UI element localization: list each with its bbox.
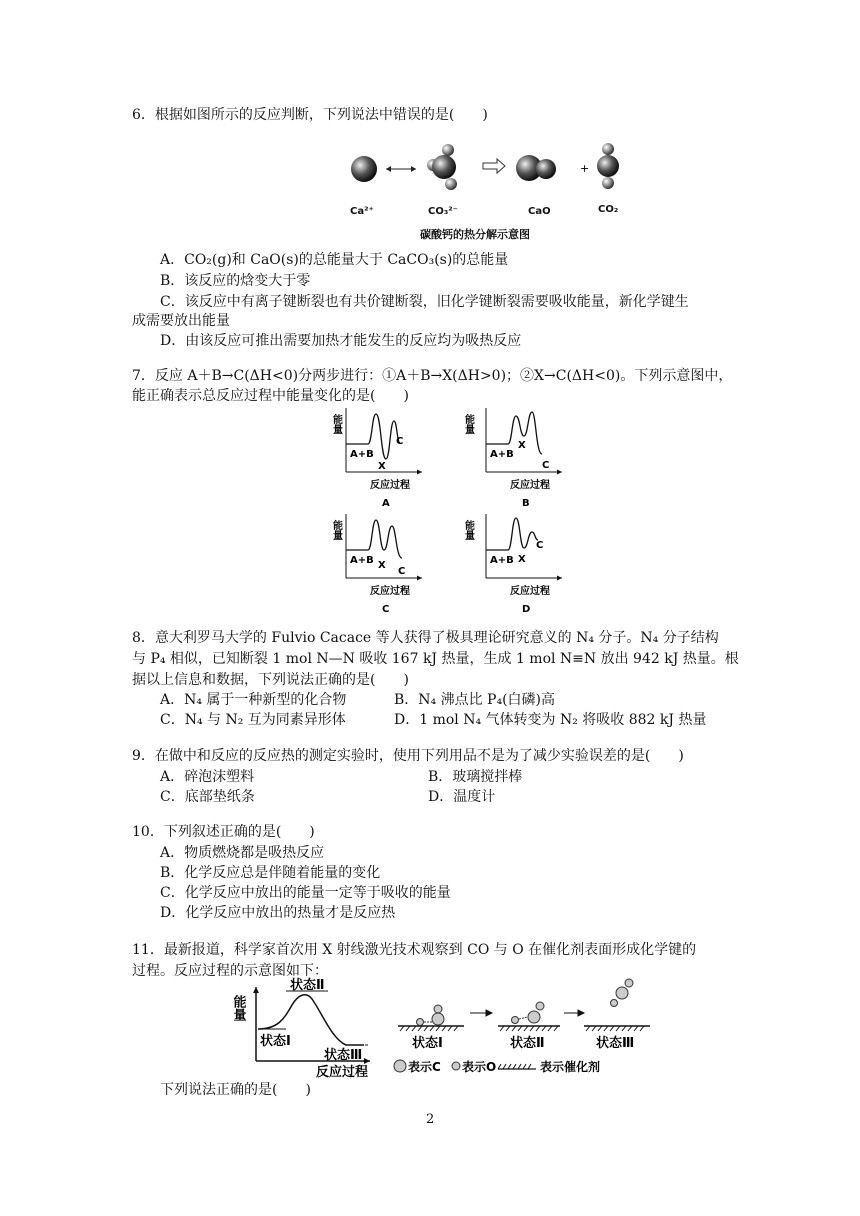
- arrow-1-icon: [470, 1010, 492, 1016]
- svg-text:A+B: A+B: [350, 449, 374, 460]
- q6-option-d: D．由该反应可推出需要加热才能发生的反应均为吸热反应: [160, 333, 522, 349]
- q10-option-b: B．化学反应总是伴随着能量的变化: [160, 865, 381, 881]
- svg-text:能量: 能量: [462, 520, 474, 540]
- q7-stem-1: 7．反应 A＋B→C(ΔH<0)分两步进行：①A＋B→X(ΔH>0)；②X→C(ΔH<0)。下列示意图中，: [132, 368, 733, 384]
- svg-text:状态Ⅲ: 状态Ⅲ: [324, 1048, 363, 1063]
- panel-b: [463, 408, 563, 509]
- svg-text:A+B: A+B: [350, 555, 374, 566]
- co2-ball: [597, 155, 619, 177]
- svg-text:C: C: [542, 460, 550, 471]
- panel-a: [331, 408, 423, 509]
- q10-option-c: C．化学反应中放出的能量一定等于吸收的能量: [160, 885, 451, 901]
- svg-text:能量: 能量: [330, 414, 342, 434]
- svg-text:C: C: [382, 604, 390, 615]
- q7-figures: [330, 402, 590, 618]
- panel-c: [331, 514, 423, 615]
- figure-caption: 碳酸钙的热分解示意图: [420, 228, 530, 241]
- svg-text:反应过程: 反应过程: [510, 480, 550, 491]
- q9-option-d: D．温度计: [428, 789, 496, 805]
- svg-text:B: B: [522, 498, 530, 509]
- carbonate-ball: [432, 155, 456, 179]
- state-2-surface: [498, 1002, 560, 1051]
- svg-text:+: +: [580, 162, 590, 175]
- oxygen-legend-icon: [452, 1062, 460, 1070]
- svg-text:反应过程: 反应过程: [510, 586, 550, 597]
- svg-text:A: A: [382, 498, 390, 509]
- legend: [394, 1059, 600, 1074]
- svg-text:状态Ⅰ: 状态Ⅰ: [260, 1034, 291, 1049]
- q10-option-a: A．物质燃烧都是吸热反应: [160, 845, 325, 861]
- q8-option-a: A．N₄ 属于一种新型的化合物: [160, 692, 347, 708]
- q11-stem-2: 过程。反应过程的示意图如下：: [132, 963, 328, 979]
- svg-text:状态Ⅱ: 状态Ⅱ: [290, 978, 325, 993]
- label-cao: CaO: [528, 206, 551, 217]
- svg-text:C: C: [398, 566, 406, 577]
- page-number: 2: [426, 1112, 435, 1127]
- svg-text:表示催化剂: 表示催化剂: [540, 1060, 601, 1074]
- svg-text:状态Ⅱ: 状态Ⅱ: [510, 1036, 545, 1051]
- svg-text:X: X: [378, 560, 386, 571]
- q8-stem-2: 与 P₄ 相似，已知断裂 1 mol N—N 吸收 167 kJ 热量，生成 1 mol N≡N 放出 942 kJ 热量。根: [132, 651, 739, 667]
- label-co3: CO₃²⁻: [428, 206, 458, 217]
- q8-option-c: C．N₄ 与 N₂ 互为同素异形体: [160, 712, 346, 728]
- svg-text:C: C: [396, 436, 404, 447]
- svg-text:表示C: 表示C: [408, 1060, 441, 1074]
- svg-text:C: C: [536, 540, 544, 551]
- carbon-legend-icon: [394, 1060, 406, 1072]
- q8-option-b: B．N₄ 沸点比 P₄(白磷)高: [394, 692, 556, 708]
- svg-text:能量: 能量: [462, 414, 474, 434]
- q9-stem: 9．在做中和反应的反应热的测定实验时，使用下列用品不是为了减少实验误差的是( ): [132, 748, 684, 764]
- reaction-arrow: [483, 159, 505, 173]
- arrow-2-icon: [564, 1010, 584, 1016]
- q11-stem-1: 11．最新报道，科学家首次用 X 射线激光技术观察到 CO 与 O 在催化剂表面形成化学键的: [132, 942, 697, 958]
- panel-d: [463, 514, 563, 615]
- q8-stem-3: 据以上信息和数据，下列说法正确的是( ): [132, 672, 409, 688]
- svg-text:A+B: A+B: [490, 555, 514, 566]
- svg-text:状态Ⅲ: 状态Ⅲ: [596, 1036, 635, 1051]
- svg-text:A+B: A+B: [490, 449, 514, 460]
- q6-option-a: A．CO₂(g)和 CaO(s)的总能量大于 CaCO₃(s)的总能量: [160, 252, 509, 268]
- q7-stem-2: 能正确表示总反应过程中能量变化的是( ): [132, 388, 409, 404]
- calcium-carbonate-decomposition-diagram: [340, 140, 640, 240]
- q8-stem-1: 8．意大利罗马大学的 Fulvio Cacace 等人获得了极具理论研究意义的 N₄ 分子。N₄ 分子结构: [132, 630, 719, 646]
- svg-text:能量: 能量: [330, 520, 342, 540]
- q10-option-d: D．化学反应中放出的热量才是反应热: [160, 905, 396, 921]
- q9-option-c: C．底部垫纸条: [160, 789, 255, 805]
- q6-option-c: C．该反应中有离子键断裂也有共价键断裂，旧化学键断裂需要吸收能量，新化学键生: [160, 294, 689, 310]
- q6-figure: [340, 140, 640, 240]
- energy-diagrams-q7: [330, 402, 590, 618]
- ca-ion-ball: [351, 156, 377, 182]
- svg-text:能量: 能量: [230, 995, 246, 1021]
- catalyst-legend-icon: [498, 1064, 531, 1069]
- svg-text:反应过程: 反应过程: [370, 586, 410, 597]
- q6-option-b: B．该反应的焓变大于零: [160, 273, 311, 289]
- label-ca: Ca²⁺: [350, 206, 374, 217]
- svg-text:X: X: [518, 440, 526, 451]
- state-1-surface: [398, 1005, 464, 1051]
- svg-text:状态Ⅰ: 状态Ⅰ: [412, 1036, 443, 1051]
- state-3-surface: [584, 979, 650, 1051]
- co-oxidation-energy-diagram: [230, 975, 660, 1080]
- label-co2: CO₂: [598, 204, 619, 215]
- svg-text:反应过程: 反应过程: [370, 480, 410, 491]
- q6-stem: 6．根据如图所示的反应判断，下列说法中错误的是( ): [132, 107, 488, 123]
- q11-figure: [230, 975, 660, 1080]
- q6-option-c-cont: 成需要放出能量: [132, 313, 230, 329]
- q10-stem: 10．下列叙述正确的是( ): [132, 824, 315, 840]
- q9-option-a: A．碎泡沫塑料: [160, 769, 255, 785]
- q9-option-b: B．玻璃搅拌棒: [428, 769, 523, 785]
- q8-option-d: D．1 mol N₄ 气体转变为 N₂ 将吸收 882 kJ 热量: [394, 712, 707, 728]
- svg-text:反应过程: 反应过程: [316, 1065, 369, 1080]
- svg-text:D: D: [522, 604, 531, 615]
- svg-text:X: X: [378, 461, 386, 472]
- q11-question: 下列说法正确的是( ): [160, 1082, 311, 1098]
- svg-text:表示O: 表示O: [462, 1060, 497, 1074]
- svg-text:X: X: [518, 554, 526, 565]
